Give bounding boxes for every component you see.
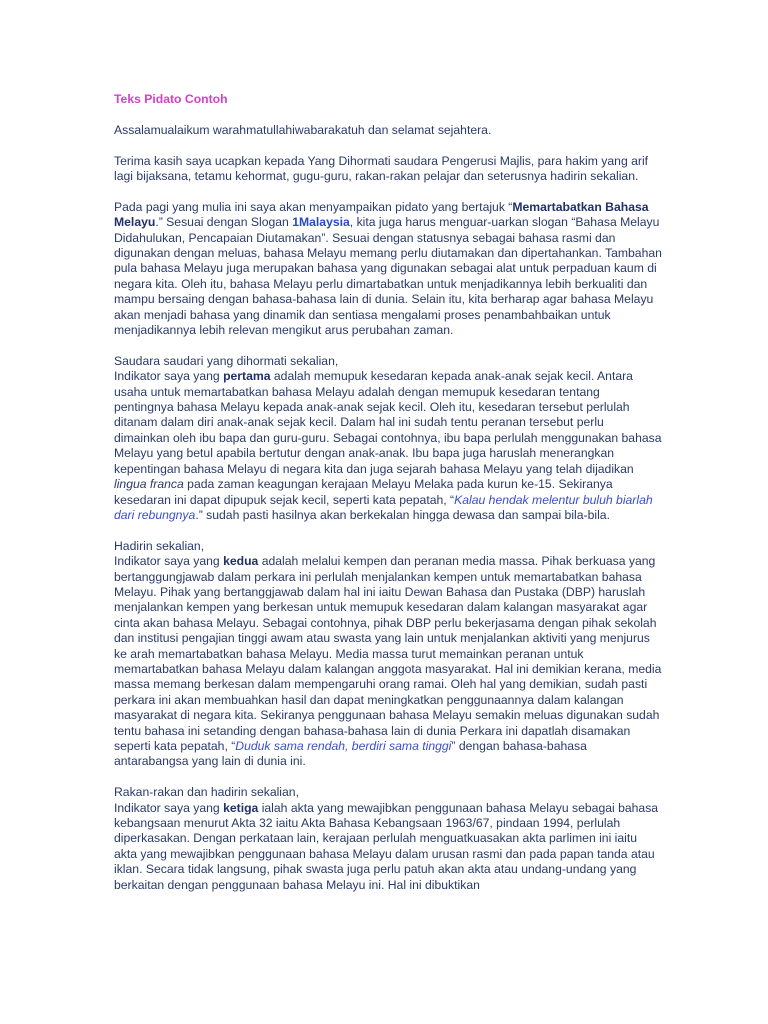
- text-run: Indikator saya yang: [114, 800, 224, 815]
- third-point-paragraph: [114, 785, 662, 893]
- text-run: .” sudah pasti hasilnya akan berkekalan hingga dewasa dan sampai bila-bila.: [195, 507, 610, 522]
- proverb-quote: Duduk sama rendah, berdiri sama tinggi: [235, 738, 452, 753]
- text-run: Indikator saya yang: [114, 369, 224, 384]
- salutation: Hadirin sekalian,: [114, 538, 205, 553]
- italic-term: lingua franca: [114, 477, 184, 492]
- text-run: adalah memupuk kesedaran kepada anak-anak sejak kecil. Antara usaha untuk memartabatkan bahasa Melayu adalah dengan memupuk kesedaran tentang pentingnya bahasa Melayu kepada anak-anak sejak kecil. Oleh itu, kesedaran tersebut perlulah ditanam dalam diri anak-anak sejak kecil. Dalam hal ini sudah tentu peranan tersebut perlu dimainkan oleh ibu bapa dan guru-guru. Sebagai contohnya, ibu bapa perlulah menggunakan bahasa Melayu yang betul apabila bertutur dengan anak-anak. Ibu bapa juga haruslah menerangkan kepentingan bahasa Melayu di negara kita dan juga sejarah bahasa Melayu yang telah dijadikan: [114, 369, 662, 476]
- text-run: ialah akta yang mewajibkan penggunaan bahasa Melayu sebagai bahasa kebangsaan menurut Akta 32 iaitu Akta Bahasa Kebangsaan 1963/67, pindaan 1994, perlulah diperkasakan. Dengan perkataan lain, kerajaan perlulah menguatkuasakan akta parlimen ini iaitu akta yang mewajibkan penggunaan bahasa Melayu dalam urusan rasmi dan pada papan tanda atau iklan. Secara tidak langsung, pihak swasta juga perlu patuh akan akta atau undang-undang yang berkaitan dengan penggunaan bahasa Melayu ini. Hal ini dibuktikan: [114, 800, 659, 892]
- text-run: Pada pagi yang mulia ini saya akan menyampaikan pidato yang bertajuk “: [114, 199, 513, 214]
- point-ordinal: ketiga: [223, 800, 259, 815]
- text-run: .” Sesuai dengan Slogan: [155, 215, 293, 230]
- proverb-quote: Kalau hendak melentur buluh biarlah dari rebungnya: [114, 492, 653, 522]
- first-point-paragraph: [114, 354, 662, 523]
- text-run: pada zaman keagungan kerajaan Melayu Melaka pada kurun ke-15. Sekiranya kesedaran ini dapat dipupuk sejak kecil, seperti kata pepatah, “: [114, 477, 613, 507]
- point-ordinal: kedua: [223, 554, 259, 569]
- speech-topic: Memartabatkan Bahasa Melayu: [114, 199, 649, 230]
- thanks-paragraph: Terima kasih saya ucapkan kepada Yang Dihormati saudara Pengerusi Majlis, para hakim yang arif lagi bijaksana, tetamu kehormat, gugu-guru, rakan-rakan pelajar dan seterusnya hadirin sekalian.: [114, 153, 649, 183]
- text-run: Indikator saya yang: [114, 554, 224, 569]
- speech-text: [114, 92, 662, 908]
- document-title: Teks Pidato Contoh: [114, 92, 228, 106]
- salutation: Rakan-rakan dan hadirin sekalian,: [114, 785, 299, 800]
- text-run: adalah melalui kempen dan peranan media massa. Pihak berkuasa yang bertanggungjawab dalam perkara ini perlulah menjalankan kempen untuk memartabatkan bahasa Melayu. Pihak yang bertanggjawab dalam hal ini iaitu Dewan Bahasa dan Pustaka (DBP) haruslah menjalankan kempen yang berkesan untuk memupuk kesedaran dalam kalangan masyarakat agar cinta akan bahasa Melayu. Sebagai contohnya, pihak DBP perlu bekerjasama dengan pihak sekolah dan institusi pengajian tinggi awam atau swasta yang lain untuk menjalankan aktiviti yang menjurus ke arah memartabatkan bahasa Melayu. Media massa turut memainkan peranan untuk memartabatkan bahasa Melayu dalam kalangan anggota masyarakat. Hal ini demikian kerana, media massa memang berkesan dalam mempengaruhi orang ramai. Oleh hal yang demikian, sudah pasti perkara ini akan membuahkan hasil dan dapat meningkatkan penggunaannya dalam kalangan masyarakat di negara kita. Sekiranya penggunaan bahasa Melayu semakin meluas digunakan sudah tentu bahasa ini setanding dengan bahasa-bahasa lain di dunia Perkara ini dapatlah disamakan seperti kata pepatah, “: [114, 554, 662, 753]
- text-run: , kita juga harus menguar-uarkan slogan “Bahasa Melayu Didahulukan, Pencapaian Diutamakan”. Sesuai dengan statusnya sebagai bahasa rasmi dan digunakan dengan meluas, bahasa Melayu memang perlu diutamakan dan dipertahankan. Tambahan pula bahasa Melayu juga merupakan bahasa yang digunakan sebagai alat untuk perpaduan kaum di negara kita. Oleh itu, bahasa Melayu perlu dimartabatkan untuk menjadikannya lebih berkualiti dan mampu bersaing dengan bahasa-bahasa lain di dunia. Selain itu, kita berharap agar bahasa Melayu akan menjadi bahasa yang dinamik dan sentiasa mengalami proses penambahbaikan untuk menjadikannya lebih relevan mengikut arus perubahan zaman.: [114, 215, 662, 338]
- text-run: ” dengan bahasa-bahasa antarabangsa yang lain di dunia ini.: [114, 738, 587, 769]
- greeting-paragraph: Assalamualaikum warahmatullahiwabarakatuh dan selamat sejahtera.: [114, 122, 492, 137]
- slogan-brand: 1Malaysia: [292, 215, 350, 230]
- second-point-paragraph: [114, 539, 662, 770]
- intro-paragraph: [114, 200, 662, 339]
- salutation: Saudara saudari yang dihormati sekalian,: [114, 353, 339, 368]
- point-ordinal: pertama: [223, 369, 271, 384]
